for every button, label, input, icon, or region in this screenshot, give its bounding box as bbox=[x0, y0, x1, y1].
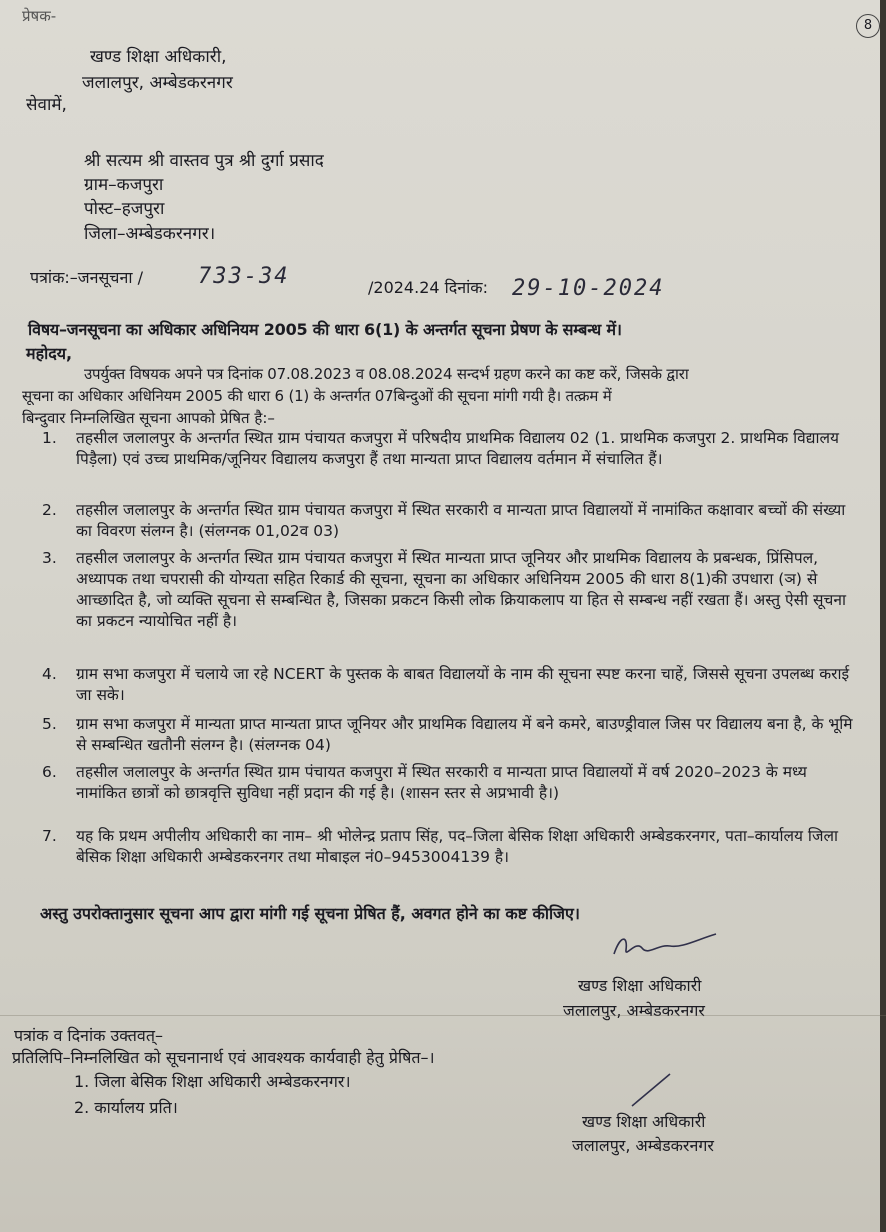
ref-date-handwritten: 29-10-2024 bbox=[512, 276, 665, 301]
intro-line-1: उपर्युक्त विषयक अपने पत्र दिनांक 07.08.2023 व 08.08.2024 सन्दर्भ ग्रहण करने का कष्ट करें, जिसके द्वारा bbox=[84, 365, 689, 383]
signature2-place: जलालपुर, अम्बेडकरनगर bbox=[572, 1136, 714, 1155]
signature-scribble-2 bbox=[626, 1070, 676, 1110]
page-edge-shadow bbox=[880, 0, 886, 1232]
point-number: 1. bbox=[42, 429, 57, 447]
point-2 bbox=[42, 500, 856, 542]
point-number: 6. bbox=[42, 763, 57, 781]
recipient-name: श्री सत्यम श्री वास्तव पुत्र श्री दुर्गा प्रसाद bbox=[84, 151, 324, 171]
subject-line: विषय–जनसूचना का अधिकार अधिनियम 2005 की धारा 6(1) के अन्तर्गत सूचना प्रेषण के सम्बन्ध में। bbox=[28, 320, 622, 339]
intro-line-2: सूचना का अधिकार अधिनियम 2005 की धारा 6 (1) के अन्तर्गत 07बिन्दुओं की सूचना मांगी गयी है। तत्क्रम में bbox=[22, 387, 612, 405]
ref-number-handwritten: 733-34 bbox=[198, 264, 290, 289]
copy-recipient-text: जिला बेसिक शिक्षा अधिकारी अम्बेडकरनगर। bbox=[94, 1072, 351, 1091]
copy-recipient-text: कार्यालय प्रति। bbox=[94, 1098, 178, 1117]
sender-place: जलालपुर, अम्बेडकरनगर bbox=[82, 73, 233, 93]
ref-year-label: /2024.24 दिनांक: bbox=[368, 278, 488, 297]
point-text: ग्राम सभा कजपुरा में चलाये जा रहे NCERT के पुस्तक के बाबत विद्यालयों के नाम की सूचना स्पष्ट करना चाहें, जिससे सूचना उपलब्ध कराई जा सके। bbox=[76, 665, 850, 704]
copy-recipient-number: 2. bbox=[74, 1098, 90, 1117]
point-text: तहसील जलालपुर के अन्तर्गत स्थित ग्राम पंचायत कजपुरा में स्थित सरकारी व मान्यता प्राप्त विद्यालयों में वर्ष 2020–2023 के मध्य नामांकित छात्रों को छात्रवृत्ति सुविधा नहीं प्रदान की गई है। (शासन स्तर से अप्रभावी है।) bbox=[76, 763, 807, 802]
copy-recipient-2 bbox=[74, 1096, 178, 1118]
point-number: 7. bbox=[42, 827, 57, 845]
point-5 bbox=[42, 714, 856, 756]
point-text: तहसील जलालपुर के अन्तर्गत स्थित ग्राम पंचायत कजपुरा में स्थित सरकारी व मान्यता प्राप्त विद्यालयों में नामांकित कक्षावार बच्चों की संख्या का विवरण संलग्न है। (संलग्नक 01,02व 03) bbox=[76, 501, 846, 540]
copy-recipient-number: 1. bbox=[74, 1072, 90, 1091]
point-number: 3. bbox=[42, 549, 57, 567]
recipient-district: जिला–अम्बेडकरनगर। bbox=[84, 224, 216, 244]
sender-prefix: प्रेषक- bbox=[22, 7, 57, 25]
recipient-village: ग्राम–कजपुरा bbox=[84, 175, 164, 195]
signature2-title: खण्ड शिक्षा अधिकारी bbox=[582, 1112, 706, 1131]
point-text: तहसील जलालपुर के अन्तर्गत स्थित ग्राम पंचायत कजपुरा में स्थित मान्यता प्राप्त जूनियर और प्राथमिक विद्यालय के प्रबन्धक, प्रिंसिपल, अध्यापक तथा चपरासी की योग्यता सहित रिकार्ड की सूचना, सूचना का अधिकार अधिनियम 2005 की धारा 8(1)की उपधारा (ञ) से आच्छादित है, जो व्यक्ति सूचना से सम्बन्धित है, जिसका प्रकटन किसी लोक क्रियाकलाप या हित से सम्बन्ध नहीं रखता हैं। अस्तु ऐसी सूचना का प्रकटन न्यायोचित नहीं है। bbox=[76, 549, 846, 630]
point-number: 2. bbox=[42, 501, 57, 519]
copy-recipient-1 bbox=[74, 1070, 351, 1092]
point-text: यह कि प्रथम अपीलीय अधिकारी का नाम– श्री भोलेन्द्र प्रताप सिंह, पद–जिला बेसिक शिक्षा अधिकारी अम्बेडकरनगर, पता–कार्यालय जिला बेसिक शिक्षा अधिकारी अम्बेडकरनगर तथा मोबाइल नं0–9453004139 है। bbox=[76, 827, 838, 866]
point-text: तहसील जलालपुर के अन्तर्गत स्थित ग्राम पंचायत कजपुरा में परिषदीय प्राथमिक विद्यालय 02 (1. प्राथमिक कजपुरा 2. प्राथमिक विद्यालय पिड़ैला) एवं उच्च प्राथमिक/जूनियर विद्यालय कजपुरा हैं तथा मान्यता प्राप्त विद्यालय वर्तमान में संचालित हैं। bbox=[76, 429, 840, 468]
point-number: 4. bbox=[42, 665, 57, 683]
signature-scribble-1 bbox=[606, 926, 726, 966]
signature1-title: खण्ड शिक्षा अधिकारी bbox=[578, 976, 702, 995]
closing-line: अस्तु उपरोक्तानुसार सूचना आप द्वारा मांगी गई सूचना प्रेषित हैं, अवगत होने का कष्ट कीजिए। bbox=[40, 904, 580, 923]
copy-line: प्रतिलिपि–निम्नलिखित को सूचनानार्थ एवं आवश्यक कार्यवाही हेतु प्रेषित–। bbox=[12, 1048, 435, 1067]
recipient-post: पोस्ट–हजपुरा bbox=[84, 199, 165, 219]
ref-label: पत्रांक:–जनसूचना / bbox=[30, 268, 143, 287]
point-4 bbox=[42, 664, 856, 706]
sender-title: खण्ड शिक्षा अधिकारी, bbox=[90, 47, 227, 67]
point-1 bbox=[42, 428, 856, 470]
point-3 bbox=[42, 548, 856, 632]
paper-fold bbox=[0, 1015, 886, 1016]
intro-line-3: बिन्दुवार निम्नलिखित सूचना आपको प्रेषित है:– bbox=[22, 409, 275, 427]
point-7 bbox=[42, 826, 856, 868]
to-label: सेवामें, bbox=[26, 95, 67, 115]
copy-ref-line: पत्रांक व दिनांक उक्तवत्– bbox=[14, 1026, 163, 1045]
signature1-place: जलालपुर, अम्बेडकरनगर bbox=[563, 1001, 705, 1020]
point-number: 5. bbox=[42, 715, 57, 733]
point-text: ग्राम सभा कजपुरा में मान्यता प्राप्त मान्यता प्राप्त जूनियर और प्राथमिक विद्यालय में बने कमरे, बाउण्ड्रीवाल जिस पर विद्यालय बना है, के भूमि से सम्बन्धित खतौनी संलग्न है। (संलग्नक 04) bbox=[76, 715, 853, 754]
point-6 bbox=[42, 762, 856, 804]
salutation: महोदय, bbox=[26, 344, 73, 363]
page-number-mark: 8 bbox=[856, 14, 880, 38]
